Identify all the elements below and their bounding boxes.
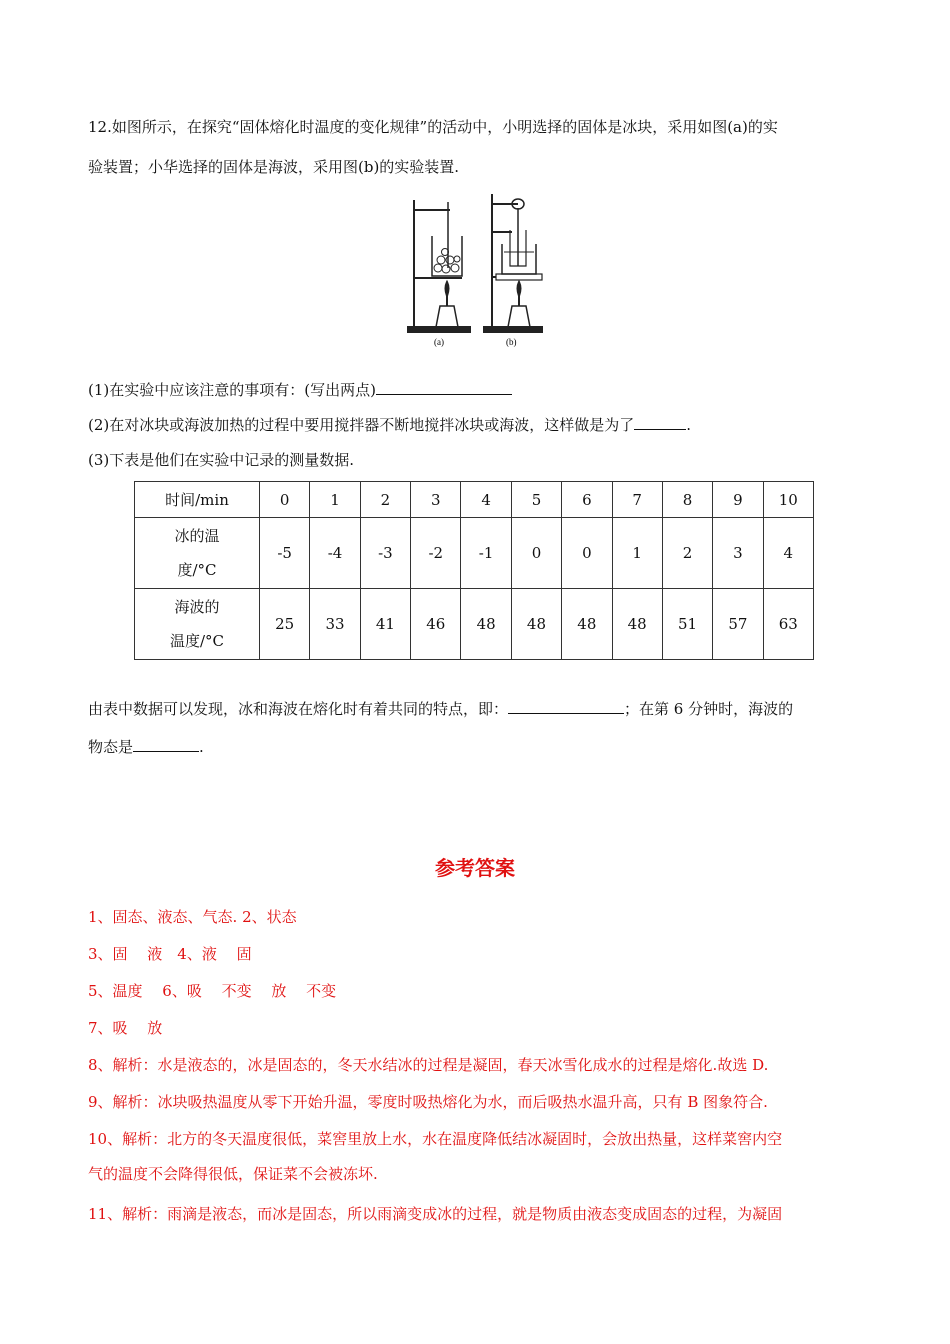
ice-cell: 1 [612, 518, 662, 589]
conclusion-text-b: ；在第 6 分钟时，海波的 [624, 700, 794, 718]
table-row-time [135, 482, 814, 518]
time-cell: 0 [260, 482, 310, 518]
time-cell: 5 [511, 482, 561, 518]
answer-item: 9、解析：冰块吸热温度从零下开始升温，零度时吸热熔化为水，而后吸热水温升高，只有 B 图象符合. [88, 1093, 768, 1111]
time-cell: 9 [713, 482, 763, 518]
time-cell: 7 [612, 482, 662, 518]
ice-header-line-2: 度/°C [177, 561, 217, 579]
hypo-cell: 57 [713, 589, 763, 660]
hypo-cell: 48 [612, 589, 662, 660]
question-line-1: 12.如图所示，在探究“固体熔化时温度的变化规律”的活动中，小明选择的固体是冰块，采用如图(a)的实 [88, 118, 778, 136]
table-row-ice [135, 518, 814, 589]
ice-cell: -2 [411, 518, 461, 589]
conclusion-line-2 [88, 735, 868, 758]
answer-item: 1、固态、液态、气态. 2、状态 [88, 908, 297, 926]
beaker-b [502, 244, 536, 274]
answer-blank-1[interactable] [376, 378, 512, 395]
ice-cell: 0 [511, 518, 561, 589]
time-cell: 10 [763, 482, 813, 518]
sub-question-1 [88, 378, 868, 401]
conclusion-text-c: 物态是 [88, 738, 134, 756]
answer-blank-4[interactable] [133, 735, 199, 752]
hypo-cell: 48 [511, 589, 561, 660]
time-cell: 2 [360, 482, 410, 518]
time-cell: 1 [310, 482, 360, 518]
ice-cell: -1 [461, 518, 511, 589]
ice-cell: 3 [713, 518, 763, 589]
time-cell: 8 [662, 482, 712, 518]
answer-item: 3、固 液 4、液 固 [88, 945, 252, 963]
answer-item: 5、温度 6、吸 不变 放 不变 [88, 982, 337, 1000]
hypo-cell: 46 [411, 589, 461, 660]
sub-question-3: (3)下表是他们在实验中记录的测量数据. [88, 451, 355, 469]
table-row-hypo [135, 589, 814, 660]
ice-cell: 2 [662, 518, 712, 589]
time-cell: 6 [562, 482, 612, 518]
fig-label-a: (a) [434, 337, 444, 347]
hypo-header [135, 589, 260, 660]
sub-question-2 [88, 413, 868, 436]
answer-item: 11、解析：雨滴是液态，而冰是固态，所以雨滴变成冰的过程，就是物质由液态变成固态的过程，为凝固 [88, 1205, 783, 1223]
answer-item: 气的温度不会降得很低，保证菜不会被冻坏. [88, 1165, 378, 1183]
sub-question-2-text: (2)在对冰块或海波加热的过程中要用搅拌器不断地搅拌冰块或海波，这样做是为了 [88, 416, 635, 434]
answer-blank-3[interactable] [508, 697, 624, 714]
conclusion-text-a: 由表中数据可以发现，冰和海波在熔化时有着共同的特点，即： [88, 700, 509, 718]
hypo-cell: 48 [461, 589, 511, 660]
answers-heading: 参考答案 [435, 856, 515, 880]
ice-header-line-1: 冰的温 [174, 527, 220, 545]
question-line-2: 验装置；小华选择的固体是海波，采用图(b)的实验装置. [88, 158, 460, 176]
hypo-cell: 63 [763, 589, 813, 660]
conclusion-text-d: . [199, 738, 204, 756]
answer-blank-2[interactable] [634, 413, 686, 430]
hypo-header-line-1: 海波的 [174, 598, 220, 616]
hypo-cell: 41 [360, 589, 410, 660]
answer-item: 8、解析：水是液态的，冰是固态的，冬天水结冰的过程是凝固，春天冰雪化成水的过程是熔化.故选 D. [88, 1056, 769, 1074]
hypo-cell: 25 [260, 589, 310, 660]
conclusion-line-1 [88, 697, 868, 720]
sub-question-1-text: (1)在实验中应该注意的事项有：(写出两点) [88, 381, 376, 399]
answer-item: 10、解析：北方的冬天温度很低，菜窖里放上水，水在温度降低结冰凝固时，会放出热量，这样菜窖内空 [88, 1130, 783, 1148]
fig-label-b: (b) [506, 337, 517, 347]
ice-cubes [434, 249, 460, 274]
measurement-table [134, 481, 814, 660]
apparatus-figure [400, 188, 550, 350]
hypo-header-line-2: 温度/°C [169, 632, 225, 650]
time-cell: 3 [411, 482, 461, 518]
hypo-cell: 33 [310, 589, 360, 660]
sub-question-2-end: . [686, 416, 692, 434]
time-header: 时间/min [135, 482, 260, 518]
ice-cell: -4 [310, 518, 360, 589]
gauze-b [496, 274, 542, 280]
burner-a [436, 306, 458, 327]
burner-b [508, 306, 530, 327]
time-cell: 4 [461, 482, 511, 518]
ice-cell: -5 [260, 518, 310, 589]
ice-header [135, 518, 260, 589]
ice-cell: 4 [763, 518, 813, 589]
flame-b [518, 282, 521, 296]
flame-a [446, 282, 449, 296]
ice-cell: 0 [562, 518, 612, 589]
hypo-cell: 48 [562, 589, 612, 660]
answer-item: 7、吸 放 [88, 1019, 163, 1037]
ice-cell: -3 [360, 518, 410, 589]
hypo-cell: 51 [662, 589, 712, 660]
